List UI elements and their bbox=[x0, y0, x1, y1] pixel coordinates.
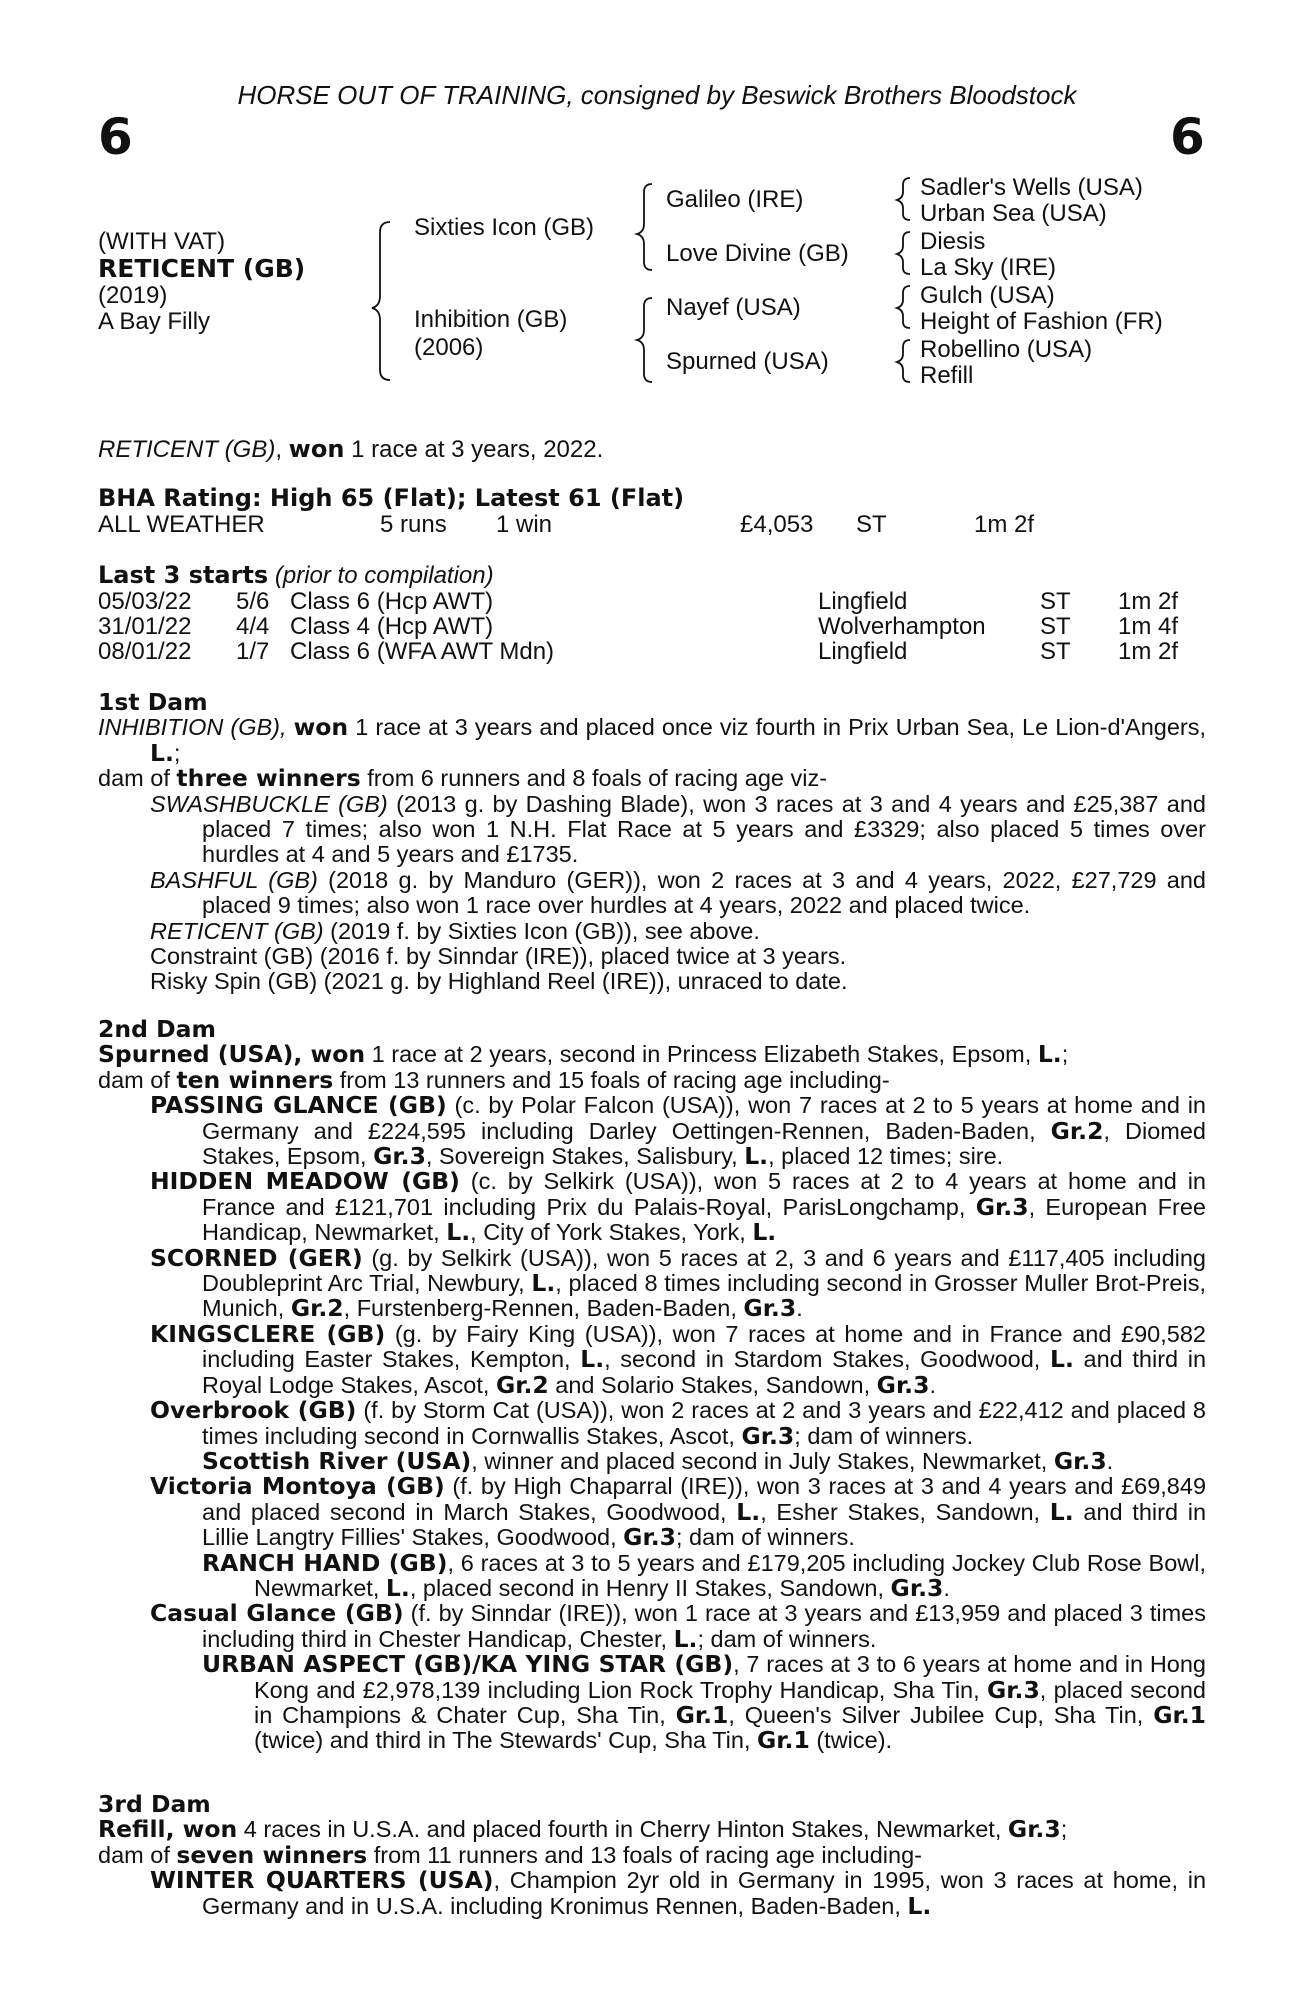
produce-entry: Casual Glance (GB) (f. by Sinndar (IRE)), won 1 race at 3 years and £13,959 and placed 3 times including third in Chester Handicap, Chester, L.; dam of winners. bbox=[150, 1599, 1206, 1653]
start-course: Wolverhampton bbox=[818, 613, 986, 640]
start-position: 5/6 bbox=[236, 588, 270, 615]
produce-entry: RANCH HAND (GB), 6 races at 3 to 5 years and £179,205 including Jockey Club Rose Bowl, Newmarket, L., placed second in Henry II Stakes, Sandown, Gr.3. bbox=[202, 1548, 1206, 1602]
pedigree-gen3-8: Refill bbox=[920, 362, 974, 389]
section-heading: 1st Dam bbox=[98, 688, 208, 716]
pedigree-gen3-1: Sadler's Wells (USA) bbox=[920, 174, 1143, 201]
third-dam-section bbox=[98, 1792, 1206, 1919]
produce-entry: Risky Spin (GB) (2021 g. by Highland Reel (IRE)), unraced to date. bbox=[150, 968, 848, 995]
start-distance: 1m 2f bbox=[1118, 638, 1179, 665]
start-date: 05/03/22 bbox=[98, 588, 192, 615]
start-race: Class 6 (WFA AWT Mdn) bbox=[290, 638, 555, 665]
rating-runs: 5 runs bbox=[380, 511, 447, 538]
dam-produce-summary: dam of ten winners from 13 runners and 15 foals of racing age including- bbox=[98, 1065, 890, 1094]
dam-produce-summary: dam of three winners from 6 runners and 8 foals of racing age viz- bbox=[98, 764, 828, 793]
start-race: Class 4 (Hcp AWT) bbox=[290, 613, 494, 640]
dam-produce-summary: dam of seven winners from 11 runners and 13 foals of racing age including- bbox=[98, 1840, 922, 1869]
lot-number-left: 6 bbox=[98, 108, 133, 166]
pedigree-dam-year: (2006) bbox=[414, 334, 484, 361]
vat-note: (WITH VAT) bbox=[98, 228, 226, 255]
pedigree-main-bracket bbox=[372, 222, 390, 380]
pedigree-gen3-5: Gulch (USA) bbox=[920, 282, 1055, 309]
pedigree-dam-dam: Spurned (USA) bbox=[666, 348, 829, 375]
pedigree-dam: Inhibition (GB) bbox=[414, 306, 568, 333]
pedigree-sire-bracket bbox=[637, 184, 652, 270]
rating-distance: 1m 2f bbox=[974, 511, 1035, 538]
pedigree-sire-dam: Love Divine (GB) bbox=[666, 240, 849, 267]
second-dam-section bbox=[98, 1017, 1206, 1754]
consignor-header: HORSE OUT OF TRAINING, consigned by Beswick Brothers Bloodstock bbox=[237, 80, 1077, 110]
produce-entry: BASHFUL (GB) (2018 g. by Manduro (GER)), won 2 races at 3 and 4 years, 2022, £27,729 and placed 9 times; also won 1 race over hurdles at 4 years, 2022 and placed twice. bbox=[150, 866, 1207, 919]
dam-summary: Spurned (USA), won 1 race at 2 years, second in Princess Elizabeth Stakes, Epsom, L.; bbox=[98, 1040, 1069, 1069]
dam-summary: Refill, won 4 races in U.S.A. and placed fourth in Cherry Hinton Stakes, Newmarket, Gr.3; bbox=[98, 1815, 1068, 1844]
start-position: 4/4 bbox=[236, 613, 270, 640]
produce-entry: WINTER QUARTERS (USA), Champion 2yr old in Germany in 1995, won 3 races at home, in Germany and in U.S.A. including Kronimus Rennen, Baden-Baden, L. bbox=[150, 1866, 1207, 1920]
rating-going: ST bbox=[856, 511, 887, 538]
produce-entry: SCORNED (GER) (g. by Selkirk (USA)), won 5 races at 2, 3 and 6 years and £117,405 including Doubleprint Arc Trial, Newbury, L., placed 8 times including second in Grosser Muller Brot-Preis, Munich, Gr.2, Furstenberg-Rennen, Baden-Baden, Gr.3. bbox=[150, 1243, 1206, 1323]
section-heading: 3rd Dam bbox=[98, 1790, 211, 1818]
start-course: Lingfield bbox=[818, 588, 908, 615]
pedigree-gen3-6: Height of Fashion (FR) bbox=[920, 308, 1163, 335]
horse-year: (2019) bbox=[98, 282, 168, 309]
produce-entry: URBAN ASPECT (GB)/KA YING STAR (GB), 7 races at 3 to 6 years at home and in Hong Kong and £2,978,139 including Lion Rock Trophy Handicap, Sha Tin, Gr.3, placed second in Champions & Chater Cup, Sha Tin, Gr.1, Queen's Silver Jubilee Cup, Sha Tin, Gr.1 (twice) and third in The Stewards' Cup, Sha Tin, Gr.1 (twice). bbox=[202, 1650, 1206, 1755]
produce-entry: PASSING GLANCE (GB) (c. by Polar Falcon (USA)), won 7 races at 2 to 5 years at home and in Germany and £224,595 including Darley Oettingen-Rennen, Baden-Baden, Gr.2, Diomed Stakes, Epsom, Gr.3, Sovereign Stakes, Salisbury, L., placed 12 times; sire. bbox=[150, 1091, 1207, 1171]
horse-description: A Bay Filly bbox=[98, 308, 211, 335]
start-going: ST bbox=[1040, 588, 1071, 615]
rating-wins: 1 win bbox=[496, 511, 553, 538]
rating-prize: £4,053 bbox=[740, 511, 814, 538]
bha-rating: BHA Rating: High 65 (Flat); Latest 61 (Flat) bbox=[98, 484, 685, 512]
race-summary: RETICENT (GB), won 1 race at 3 years, 2022. bbox=[98, 435, 604, 463]
start-date: 31/01/22 bbox=[98, 613, 192, 640]
pedigree-gen3-7: Robellino (USA) bbox=[920, 336, 1093, 363]
pedigree-gen3-2: Urban Sea (USA) bbox=[920, 200, 1107, 227]
produce-entry: Scottish River (USA), winner and placed second in July Stakes, Newmarket, Gr.3. bbox=[202, 1446, 1114, 1475]
start-distance: 1m 4f bbox=[1118, 613, 1179, 640]
dam-summary: INHIBITION (GB), won 1 race at 3 years and placed once viz fourth in Prix Urban Sea, Le Lion-d'Angers, L.; bbox=[98, 713, 1207, 767]
produce-entry: KINGSCLERE (GB) (g. by Fairy King (USA)), won 7 races at home and in France and £90,582 including Easter Stakes, Kempton, L., second in Stardom Stakes, Goodwood, L. and third in Royal Lodge Stakes, Ascot, Gr.2 and Solario Stakes, Sandown, Gr.3. bbox=[150, 1319, 1207, 1399]
lot-number-right: 6 bbox=[1170, 108, 1205, 166]
produce-entry: Constraint (GB) (2016 f. by Sinndar (IRE)), placed twice at 3 years. bbox=[150, 943, 847, 970]
start-date: 08/01/22 bbox=[98, 638, 192, 665]
produce-entry: Victoria Montoya (GB) (f. by High Chaparral (IRE)), won 3 races at 3 and 4 years and £69,849 and placed second in March Stakes, Goodwood, L., Esher Stakes, Sandown, L. and third in Lillie Langtry Fillies' Stakes, Goodwood, Gr.3; dam of winners. bbox=[150, 1472, 1207, 1552]
produce-entry: SWASHBUCKLE (GB) (2013 g. by Dashing Blade), won 3 races at 3 and 4 years and £25,387 and placed 7 times; also won 1 N.H. Flat Race at 5 years and £3329; also placed 5 times over hurdles at 4 and 5 years and £1735. bbox=[150, 790, 1207, 868]
start-position: 1/7 bbox=[236, 638, 270, 665]
section-heading: 2nd Dam bbox=[98, 1015, 216, 1043]
start-going: ST bbox=[1040, 613, 1071, 640]
pedigree-gen3-3: Diesis bbox=[920, 228, 986, 255]
start-race: Class 6 (Hcp AWT) bbox=[290, 588, 494, 615]
rating-surface: ALL WEATHER bbox=[98, 511, 265, 538]
start-going: ST bbox=[1040, 638, 1071, 665]
start-course: Lingfield bbox=[818, 638, 908, 665]
start-distance: 1m 2f bbox=[1118, 588, 1179, 615]
produce-entry: RETICENT (GB) (2019 f. by Sixties Icon (GB)), see above. bbox=[150, 917, 760, 944]
pedigree-dam-bracket bbox=[637, 298, 652, 382]
pedigree-brackets bbox=[0, 0, 1314, 420]
produce-entry: Overbrook (GB) (f. by Storm Cat (USA)), won 2 races at 2 and 3 years and £22,412 and placed 8 times including second in Cornwallis Stakes, Ascot, Gr.3; dam of winners. bbox=[150, 1396, 1207, 1450]
last-starts-heading: Last 3 starts (prior to compilation) bbox=[98, 561, 494, 589]
pedigree-gen3-4: La Sky (IRE) bbox=[920, 254, 1057, 281]
pedigree-dam-sire: Nayef (USA) bbox=[666, 294, 801, 321]
pedigree-sire: Sixties Icon (GB) bbox=[414, 214, 595, 241]
produce-entry: HIDDEN MEADOW (GB) (c. by Selkirk (USA)), won 5 races at 2 to 4 years at home and in France and £121,701 including Prix du Palais-Royal, ParisLongchamp, Gr.3, European Free Handicap, Newmarket, L., City of York Stakes, York, L. bbox=[150, 1167, 1206, 1247]
first-dam-section bbox=[98, 690, 1206, 995]
pedigree-sire-sire: Galileo (IRE) bbox=[666, 186, 804, 213]
horse-name: RETICENT (GB) bbox=[98, 254, 306, 283]
